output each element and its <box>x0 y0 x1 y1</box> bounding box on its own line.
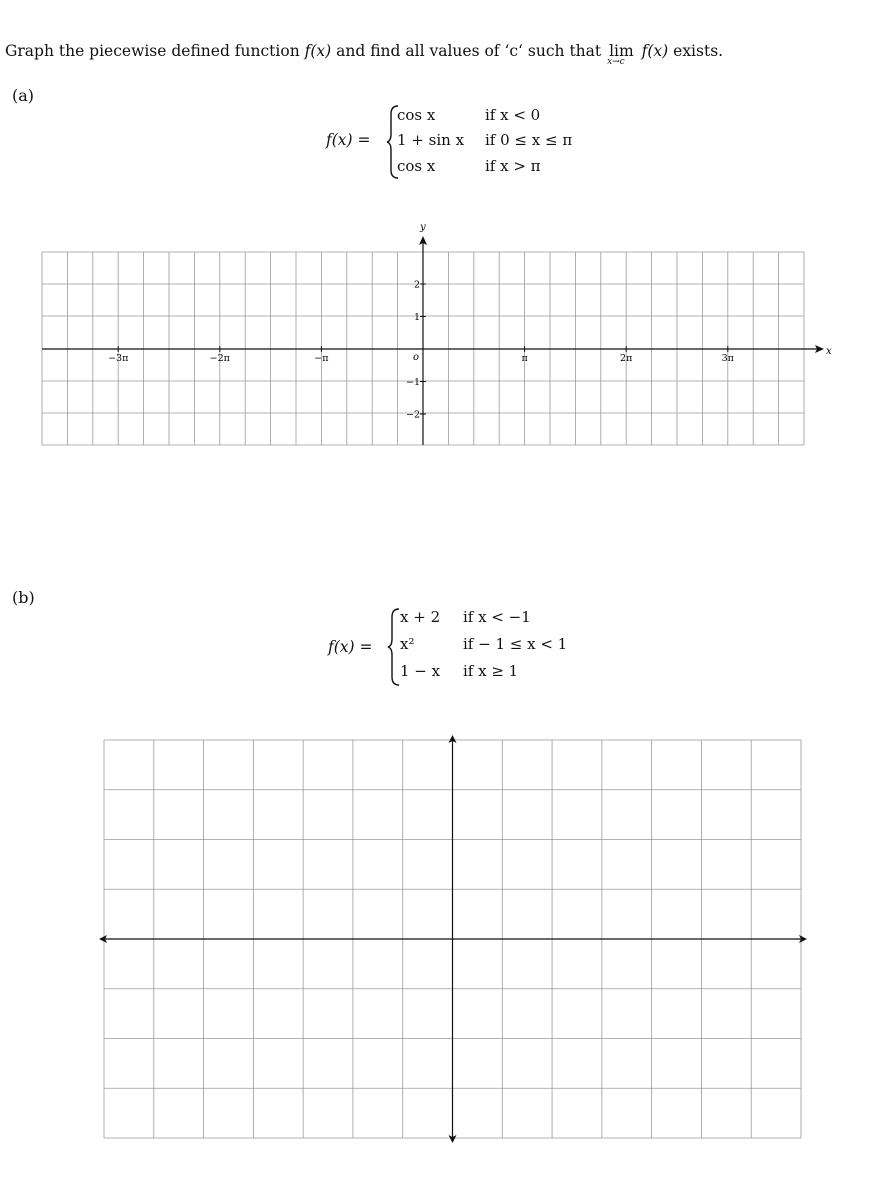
part-a-case-3-cond: if x > π <box>485 157 541 175</box>
part-b-case-2-expr: x² <box>400 635 415 653</box>
part-a-case-1-expr: cos x <box>397 106 436 124</box>
limit-fx: f(x) <box>641 42 669 60</box>
part-b-case-3-expr: 1 − x <box>400 662 441 680</box>
part-b-lhs <box>328 638 373 656</box>
part-a-label: (a) <box>12 86 35 105</box>
limit-word: lim <box>609 42 634 60</box>
x-tick-label: −2π <box>209 353 230 364</box>
y-tick-label: −1 <box>405 377 420 388</box>
part-a-case-1-cond: if x < 0 <box>485 106 541 124</box>
y-tick-label: 2 <box>413 279 420 291</box>
part-b-case-2-cond: if − 1 ≤ x < 1 <box>463 635 568 653</box>
y-axis-label: y <box>420 222 426 233</box>
part-b-lhs-text: f(x) = <box>328 638 373 656</box>
part-a-case-2-expr: 1 + sin x <box>397 131 465 149</box>
part-a-case-2-cond: if 0 ≤ x ≤ π <box>485 131 573 149</box>
y-tick-label: −2 <box>405 409 420 421</box>
origin-label: o <box>413 352 420 363</box>
limit-subscript: x→c <box>607 57 625 67</box>
problem-statement <box>5 42 724 67</box>
problem-middle: and find all values of ‘c‘ such that <box>336 42 602 60</box>
part-a-case-3-expr: cos x <box>397 157 436 175</box>
part-b-brace <box>387 607 401 687</box>
problem-suffix: exists. <box>673 42 724 60</box>
part-a-lhs-text: f(x) = <box>326 131 371 149</box>
x-tick-label: −π <box>314 353 329 364</box>
limit-notation <box>607 42 634 67</box>
part-b-case-3-cond: if x ≥ 1 <box>463 662 519 680</box>
part-b-label: (b) <box>12 588 35 607</box>
x-tick-label: π <box>521 353 528 364</box>
x-tick-label: 3π <box>721 353 734 364</box>
problem-fx: f(x) <box>304 42 332 60</box>
x-tick-label: 2π <box>620 353 633 364</box>
part-a-graph[interactable] <box>0 215 879 455</box>
problem-prefix: Graph the piecewise defined function <box>5 42 300 60</box>
y-tick-label: 1 <box>413 312 420 323</box>
part-b-case-1-cond: if x < −1 <box>463 608 531 626</box>
part-a-lhs <box>326 131 371 149</box>
x-axis-label: x <box>826 346 832 357</box>
part-b-case-1-expr: x + 2 <box>400 608 441 626</box>
part-b-graph[interactable] <box>0 730 879 1150</box>
x-tick-label: −3π <box>108 353 129 364</box>
